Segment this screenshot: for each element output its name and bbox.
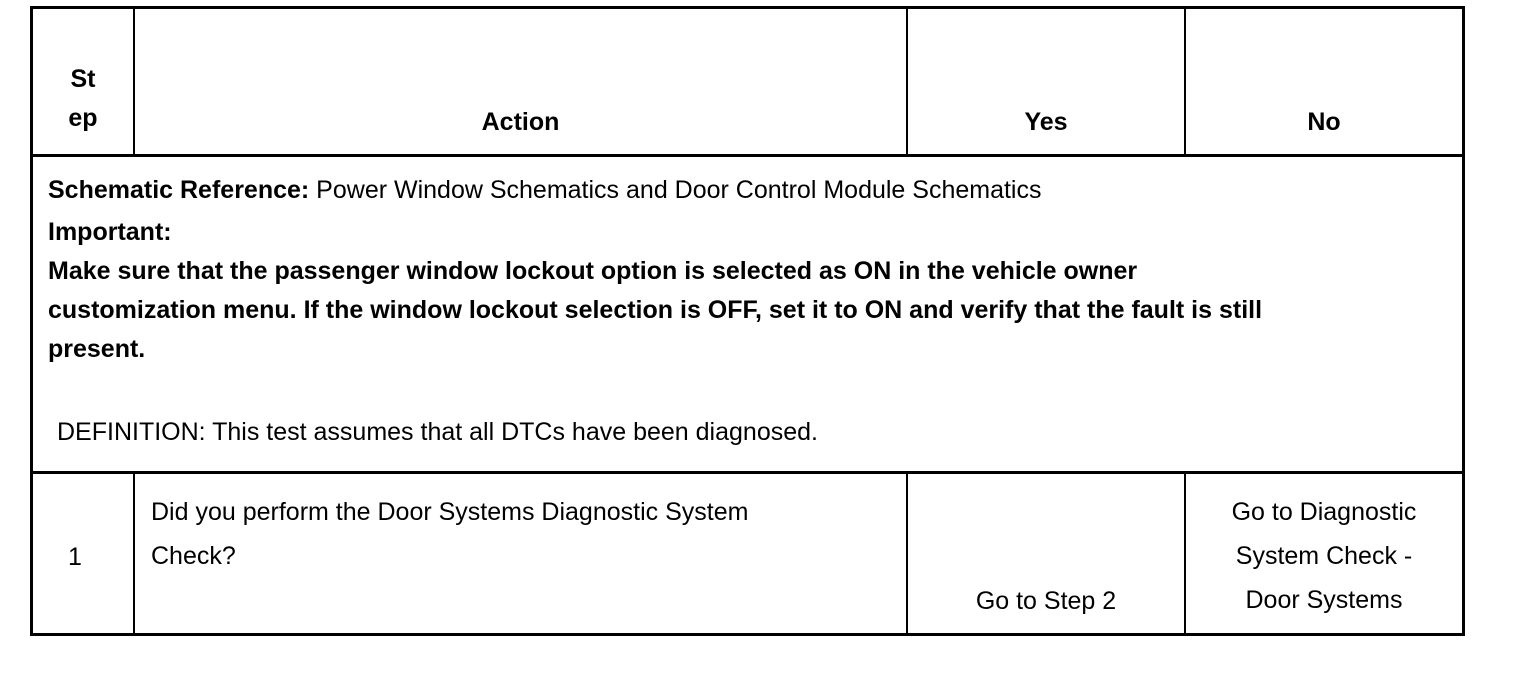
header-step-line2: ep [68,104,98,132]
row-1-step: 1 [68,543,82,571]
row-1-action [151,490,891,578]
important-line-3: present. [48,335,146,363]
row-1-yes: Go to Step 2 [975,587,1117,615]
row-1-no-line1: Go to Diagnostic [1231,498,1417,526]
info-divider [33,471,1462,474]
row-1-no-line3: Door Systems [1245,586,1403,614]
header-yes: Yes [1024,108,1068,136]
important-line-2: customization menu. If the window lockout selection is OFF, set it to ON and verify that the fault is still [48,296,1263,324]
important-line-1: Make sure that the passenger window lockout option is selected as ON in the vehicle owner [48,257,1138,285]
row-1-no [1186,490,1462,622]
header-action: Action [481,108,560,136]
header-step-line1: St [70,65,96,93]
definition-text: DEFINITION: This test assumes that all DTCs have been diagnosed. [57,418,818,446]
schematic-reference [48,171,1448,210]
schematic-label: Schematic Reference: [48,176,310,204]
header-step [33,60,133,138]
important-label: Important: [48,218,172,246]
diagnostic-table [30,6,1465,636]
row-1-action-line1: Did you perform the Door Systems Diagnostic System [151,498,749,526]
header-divider [33,154,1462,157]
header-no: No [1307,108,1341,136]
info-block [48,171,1448,452]
step-column-divider-bottom [133,472,135,633]
row-1-no-line2: System Check - [1235,542,1413,570]
row-1-action-line2: Check? [151,542,236,570]
schematic-text: Power Window Schematics and Door Control Module Schematics [309,176,1042,204]
